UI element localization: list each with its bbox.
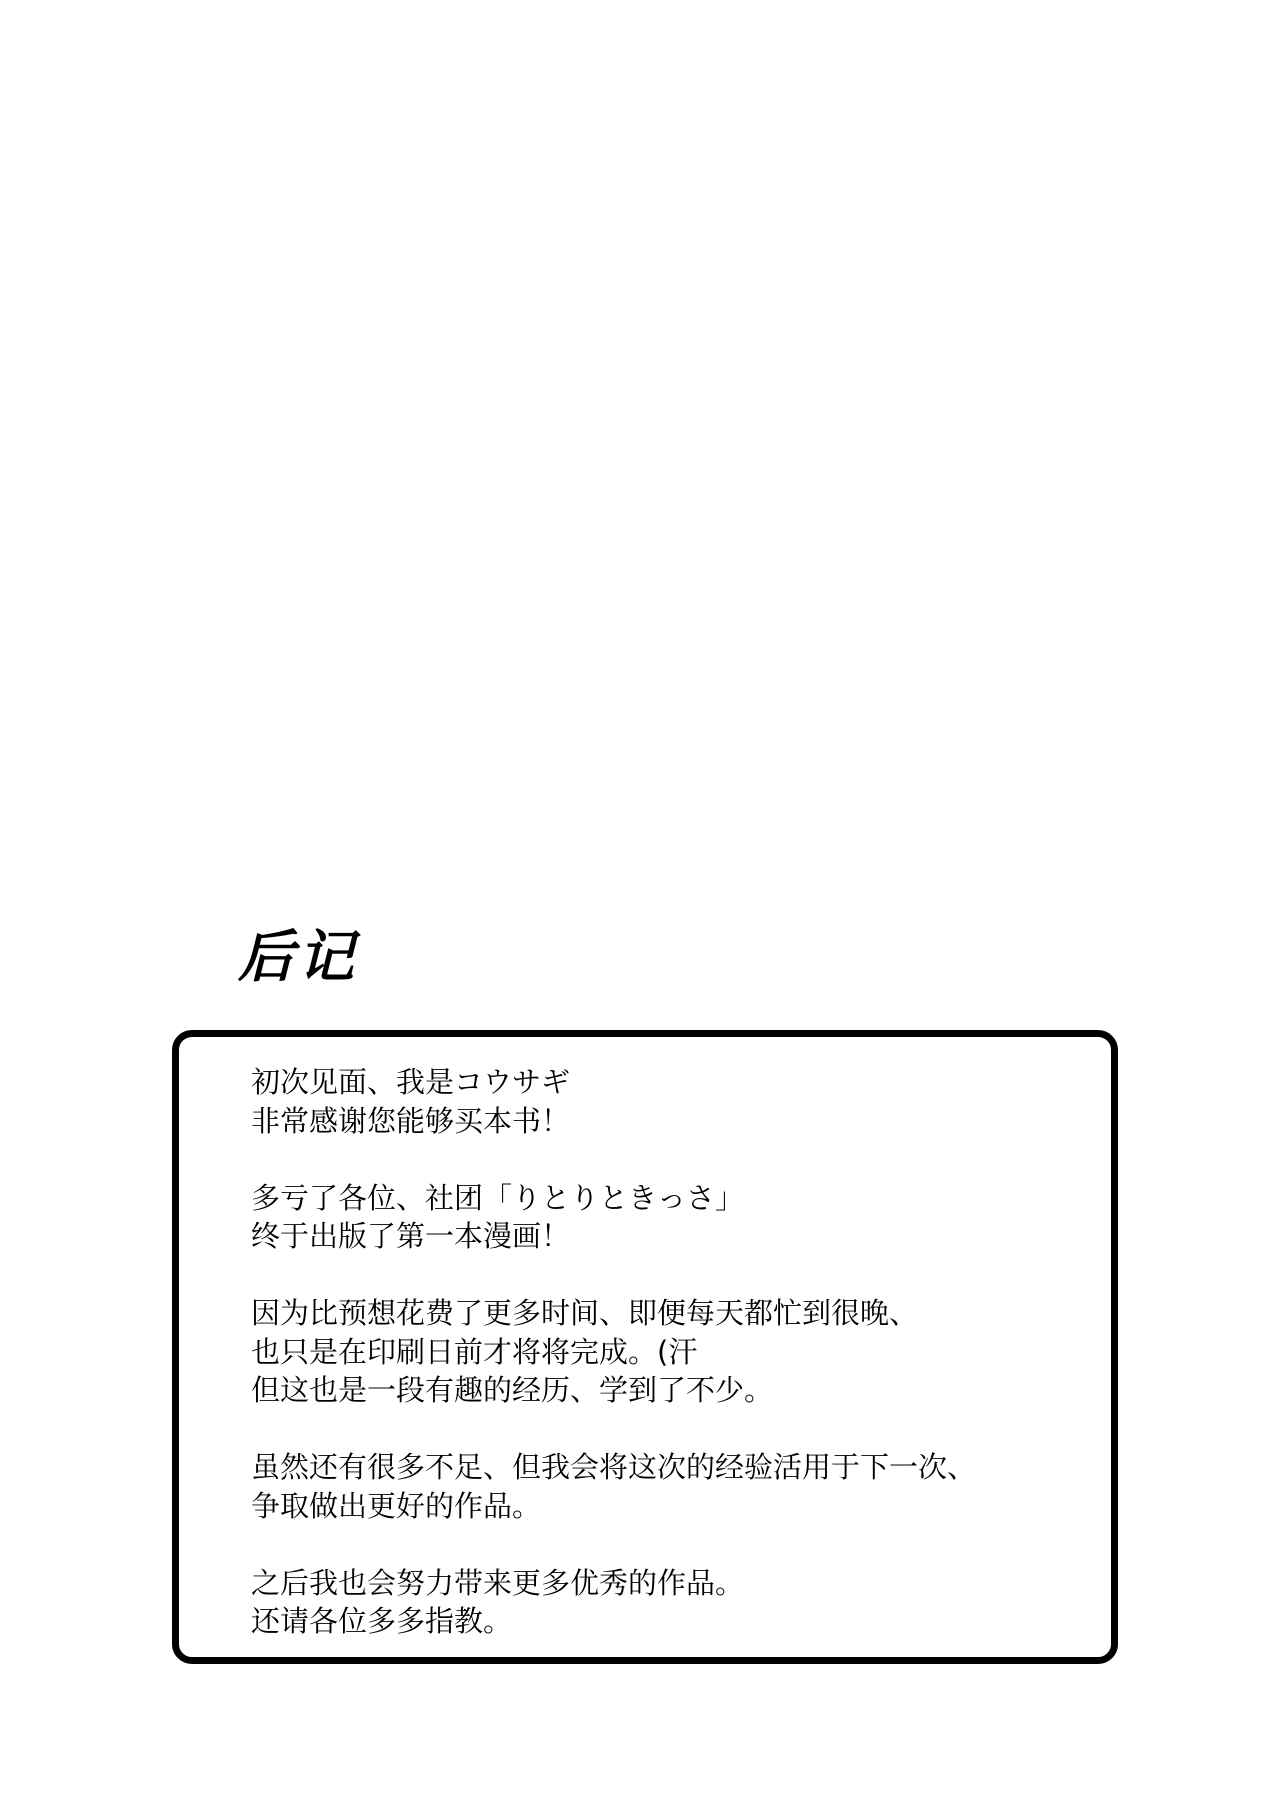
afterword-box (172, 1030, 1118, 1664)
afterword-paragraph (251, 1448, 1091, 1525)
afterword-line: 但这也是一段有趣的经历、学到了不少。 (251, 1373, 774, 1407)
afterword-paragraph (251, 1063, 1091, 1140)
afterword-line: 非常感谢您能够买本书！ (251, 1103, 571, 1138)
afterword-text (251, 1063, 1091, 1641)
afterword-paragraph (251, 1294, 1091, 1410)
afterword-line: 多亏了各位、社团「りとりときっさ」 (251, 1180, 745, 1215)
afterword-line: 虽然还有很多不足、但我会将这次的经验活用于下一次、 (251, 1450, 977, 1484)
afterword-line: 因为比预想花费了更多时间、即便每天都忙到很晚、 (251, 1296, 919, 1330)
page-title: 后记 (238, 925, 358, 990)
afterword-line: 争取做出更好的作品。 (251, 1488, 542, 1523)
afterword-line: 终于出版了第一本漫画！ (251, 1219, 571, 1253)
afterword-line: 还请各位多多指教。 (251, 1604, 513, 1638)
afterword-line: 也只是在印刷日前才将将完成。(汗 (251, 1334, 698, 1369)
afterword-line: 之后我也会努力带来更多优秀的作品。 (251, 1565, 745, 1600)
afterword-line: 初次见面、我是コウサギ (251, 1065, 571, 1099)
afterword-paragraph (251, 1564, 1091, 1641)
afterword-paragraph (251, 1179, 1091, 1256)
